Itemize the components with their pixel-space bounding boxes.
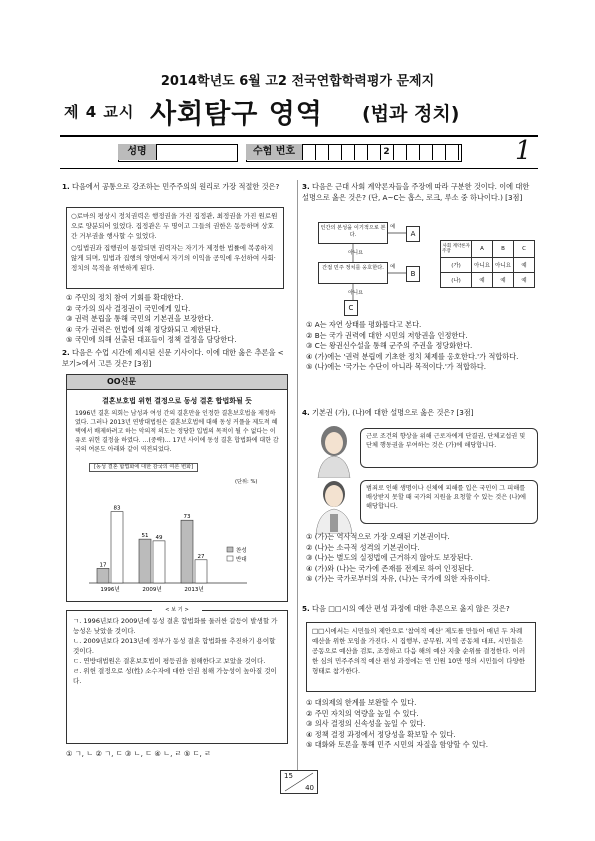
total-pages: 40: [305, 784, 314, 792]
id-cell: [406, 144, 420, 160]
flow-box-1: 인간의 본성을 이기적으로 본다.: [318, 222, 388, 244]
choice[interactable]: ⑤ (나)에는 '국가는 수단이 아니라 목적이다.'가 적합하다.: [306, 362, 487, 371]
bogi-title: < 보 기 >: [152, 607, 202, 614]
question-3-choices[interactable]: [306, 320, 538, 373]
bar-반대: [195, 560, 207, 583]
column-divider: [297, 180, 298, 770]
flow-arrows: [318, 222, 428, 317]
page-number: 1: [515, 136, 532, 166]
legend-swatch: [227, 547, 233, 552]
choice[interactable]: ② 주민 자치의 역량을 높일 수 있다.: [306, 708, 419, 718]
page-indicator: [280, 770, 318, 794]
choice[interactable]: ① A는 자연 상태를 평화롭다고 본다.: [306, 320, 422, 329]
choice[interactable]: ④ 국가 권력은 헌법에 의해 정당화되고 제한된다.: [66, 324, 221, 334]
id-cell: [302, 144, 316, 160]
question-5-stem: 5. 다음 □□시의 예산 편성 과정에 대한 추론으로 옳지 않은 것은?: [302, 604, 510, 613]
bogi-item: ㄱ. 1996년보다 2009년에 동성 결혼 합법화를 둘러싼 갈등이 발생할 가능성은 낮았을 것이다.: [73, 617, 278, 635]
choice[interactable]: ⑤ (가)는 국가로부터의 자유, (나)는 국가에 의한 자유이다.: [306, 574, 491, 583]
choice[interactable]: ① (가)는 역사적으로 가장 오래된 기본권이다.: [306, 532, 450, 541]
flow-label-c: C: [344, 300, 358, 316]
woman-teacher-icon: [312, 424, 356, 478]
question-5-choices[interactable]: [306, 698, 538, 751]
choice[interactable]: ④ (가)와 (나)는 국가에 존재를 전제로 하여 인정된다.: [306, 563, 474, 573]
tick-label: 2013년: [184, 587, 204, 593]
data-label: 17: [99, 562, 107, 569]
question-1-passage: ○로마의 평상시 정치권력은 행정권을 가진 집정관, 최정권을 가진 원로원으로 양분되어 있었다. 집정관은 두 명이고 그들의 권한은 동등하며 상호간 거부권을 행사할 수 있었다. ○입법권과 집행권이 통합되면 권력자는 자기가 제정한 법률에 복종하지 않게 되며, 입법과 집행의 양면에서 자기의 이익을 공익에 우선하여 사회·정치의 목적을 위반하게 된다.: [66, 207, 284, 289]
legend-label: 찬성: [236, 548, 247, 554]
bogi-box: [66, 607, 288, 744]
data-label: 27: [197, 553, 205, 560]
bar-반대: [153, 541, 165, 583]
bar-chart: [67, 485, 287, 595]
choice[interactable]: ① 주민의 정치 참여 기회를 확대한다.: [66, 293, 184, 302]
bogi-items: [67, 614, 287, 688]
question-1-choices[interactable]: [66, 293, 292, 346]
flow-label-b: B: [406, 266, 420, 282]
question-3-stem: 3. 다음은 근대 사회 계약론자들을 주장에 따라 구분한 것이다. 이에 대한 설명으로 옳은 것은? (단, A~C는 홉스, 로크, 루소 중 하나이다.) [3점]: [302, 182, 530, 202]
subject-title: 사회탐구 영역: [150, 99, 323, 130]
bar-반대: [111, 512, 123, 583]
newspaper-box: [66, 374, 288, 602]
data-label: 73: [183, 514, 191, 521]
choice[interactable]: ③ C는 왕권신수설을 통해 군주의 주권을 정당화한다.: [306, 341, 473, 350]
question-5-passage: □□시에서는 시민들의 제안으로 '참여적 예산' 제도를 만들어 매년 두 차례 예산을 위한 모임을 가진다. 시 집행부, 공무원, 지역 공동체 대표, 시민들은 공동으로 예산을 검토, 조정하고 다음 해의 예산 지출 순위를 결정한다. 이러한 심의 민주주의적 예산 편성 과정에는 연 인원 10만 명의 시민들이 다양한 형태로 참가한다.: [306, 622, 536, 692]
flow-yes-1: 예: [390, 224, 396, 230]
choice[interactable]: ② (나)는 소극적 성격의 기본권이다.: [306, 542, 420, 552]
article-headline: 결혼보호법 위헌 결정으로 동성 결혼 합법화될 듯: [102, 397, 252, 405]
id-cell: [393, 144, 407, 160]
data-label: 83: [113, 505, 121, 512]
theorist-table: 사회 계약론자 주장 A B C (가) 아니요 아니요 예 (나) 예 예 예: [440, 240, 535, 288]
tick-label: 2009년: [142, 587, 162, 593]
bar-찬성: [97, 568, 109, 583]
bogi-item: ㄹ. 위헌 결정으로 성(性) 소수자에 대한 인권 침해 가능성이 높아질 것이다.: [73, 667, 277, 685]
id-cell: [354, 144, 368, 160]
newspaper-name: OO신문: [67, 375, 287, 390]
bogi-item: ㄷ. 연방대법원은 결혼보호법이 평등권을 침해한다고 보았을 것이다.: [73, 657, 266, 665]
question-2-choices[interactable]: ① ㄱ, ㄴ ② ㄱ, ㄷ ③ ㄴ, ㄷ ④ ㄴ, ㄹ ⑤ ㄷ, ㄹ: [66, 749, 212, 758]
id-cell: [328, 144, 342, 160]
id-cell: [432, 144, 446, 160]
choice[interactable]: ③ 의사 결정의 신속성을 높일 수 있다.: [306, 719, 426, 728]
tick-label: 1996년: [100, 587, 120, 593]
flow-label-a: A: [406, 226, 420, 242]
bogi-item: ㄴ. 2009년보다 2013년에 정부가 동성 결혼 합법화를 추진하기 용이할 것이다.: [73, 637, 276, 655]
bar-찬성: [139, 539, 151, 583]
choice[interactable]: ⑤ 국민에 의해 선출된 대표들이 정책 결정을 담당한다.: [66, 335, 237, 344]
choice[interactable]: ④ (가)에는 '권력 분립에 기초한 정치 체제를 옹호한다.'가 적합하다.: [306, 351, 519, 361]
id-cell: [341, 144, 355, 160]
id-cell: [315, 144, 329, 160]
data-label: 49: [155, 534, 163, 541]
choice[interactable]: ④ 정책 결정 과정에서 정당성을 확보할 수 있다.: [306, 729, 456, 739]
header-rule-bottom: [60, 168, 538, 169]
chart-title: [동성 결혼 합법화에 대한 감국의 여론 변화]: [89, 463, 198, 472]
flow-no-1: 아니요: [348, 250, 364, 256]
name-label: 성명: [118, 144, 157, 160]
id-cell: [419, 144, 433, 160]
id-cell: 2: [380, 144, 394, 160]
choice[interactable]: ② 국가의 의사 결정권이 국민에게 있다.: [66, 303, 191, 313]
question-2-stem: 2. 다음은 수업 시간에 제시된 신문 기사이다. 이에 대한 옳은 추론을 <보기>에서 고른 것은? [3점]: [62, 348, 284, 368]
question-4-stem: 4. 기본권 (가), (나)에 대한 설명으로 옳은 것은? [3점]: [302, 408, 474, 417]
choice[interactable]: ② B는 국가 권력에 대한 시민의 저항권을 인정한다.: [306, 330, 468, 340]
legend-label: 반대: [236, 557, 247, 563]
current-page: 15: [284, 772, 293, 780]
chart-unit: (단위: %): [235, 479, 258, 485]
speech-bubble-1: 근로 조건의 향상을 위해 근로자에게 단결권, 단체교섭권 및 단체 행동권을 부여하는 것은 (가)에 해당합니다.: [360, 428, 538, 468]
table-corner: 사회 계약론자 주장: [441, 241, 472, 258]
id-cell: [445, 144, 459, 160]
choice[interactable]: ⑤ 대화와 토론을 통해 민주 시민의 자질을 함양할 수 있다.: [306, 740, 489, 749]
id-label: 수험 번호: [246, 144, 303, 160]
header-rule: [60, 135, 538, 137]
choice[interactable]: ③ (나)는 별도의 실정법에 근거하지 않아도 보장된다.: [306, 553, 473, 562]
choice[interactable]: ① 대의제의 한계를 보완할 수 있다.: [306, 698, 417, 707]
speech-bubble-2: 범죄로 인해 생명이나 신체에 피해를 입은 국민이 그 피해를 배상받지 못할 때 국가의 지원을 요청할 수 있는 것은 (나)에 해당합니다.: [360, 480, 538, 524]
subject-subtitle: (법과 정치): [362, 103, 460, 125]
flow-yes-2: 예: [390, 264, 396, 270]
question-4-choices[interactable]: [306, 532, 538, 585]
flow-no-2: 아니요: [348, 290, 364, 296]
data-label: 51: [141, 533, 149, 540]
bar-찬성: [181, 520, 193, 583]
flow-box-2: 간접 민주 정치를 옹호한다.: [318, 262, 388, 284]
id-cell: [367, 144, 381, 160]
legend-swatch: [227, 556, 233, 561]
man-teacher-icon: [312, 478, 356, 534]
choice[interactable]: ③ 권력 분립을 통해 국민의 기본권을 보장한다.: [66, 314, 214, 323]
period-label: 제 4 교시: [64, 103, 135, 121]
article-body: 1996년 결혼 의회는 남성과 여성 간의 결혼만을 인정한 결혼보호법을 제정하였다. 그러나 2013년 연방대법원은 결혼보호법에 대해 동성 커플을 제도적 혜택에서 배제하려고 하는 악의적 의도는 정당한 입법의 목적이 될 수 없다는 이유로 위헌 결정을 하였다. …(중략)… 17년 사이에 동성 결혼 합법화에 대한 감국의 여론도 아래와 같이 역전되었다.: [75, 410, 279, 453]
exam-title: 2014학년도 6월 고2 전국연합학력평가 문제지: [160, 74, 435, 89]
question-1-stem: 1. 다음에서 공통으로 강조하는 민주주의의 원리로 가장 적절한 것은?: [62, 182, 280, 191]
